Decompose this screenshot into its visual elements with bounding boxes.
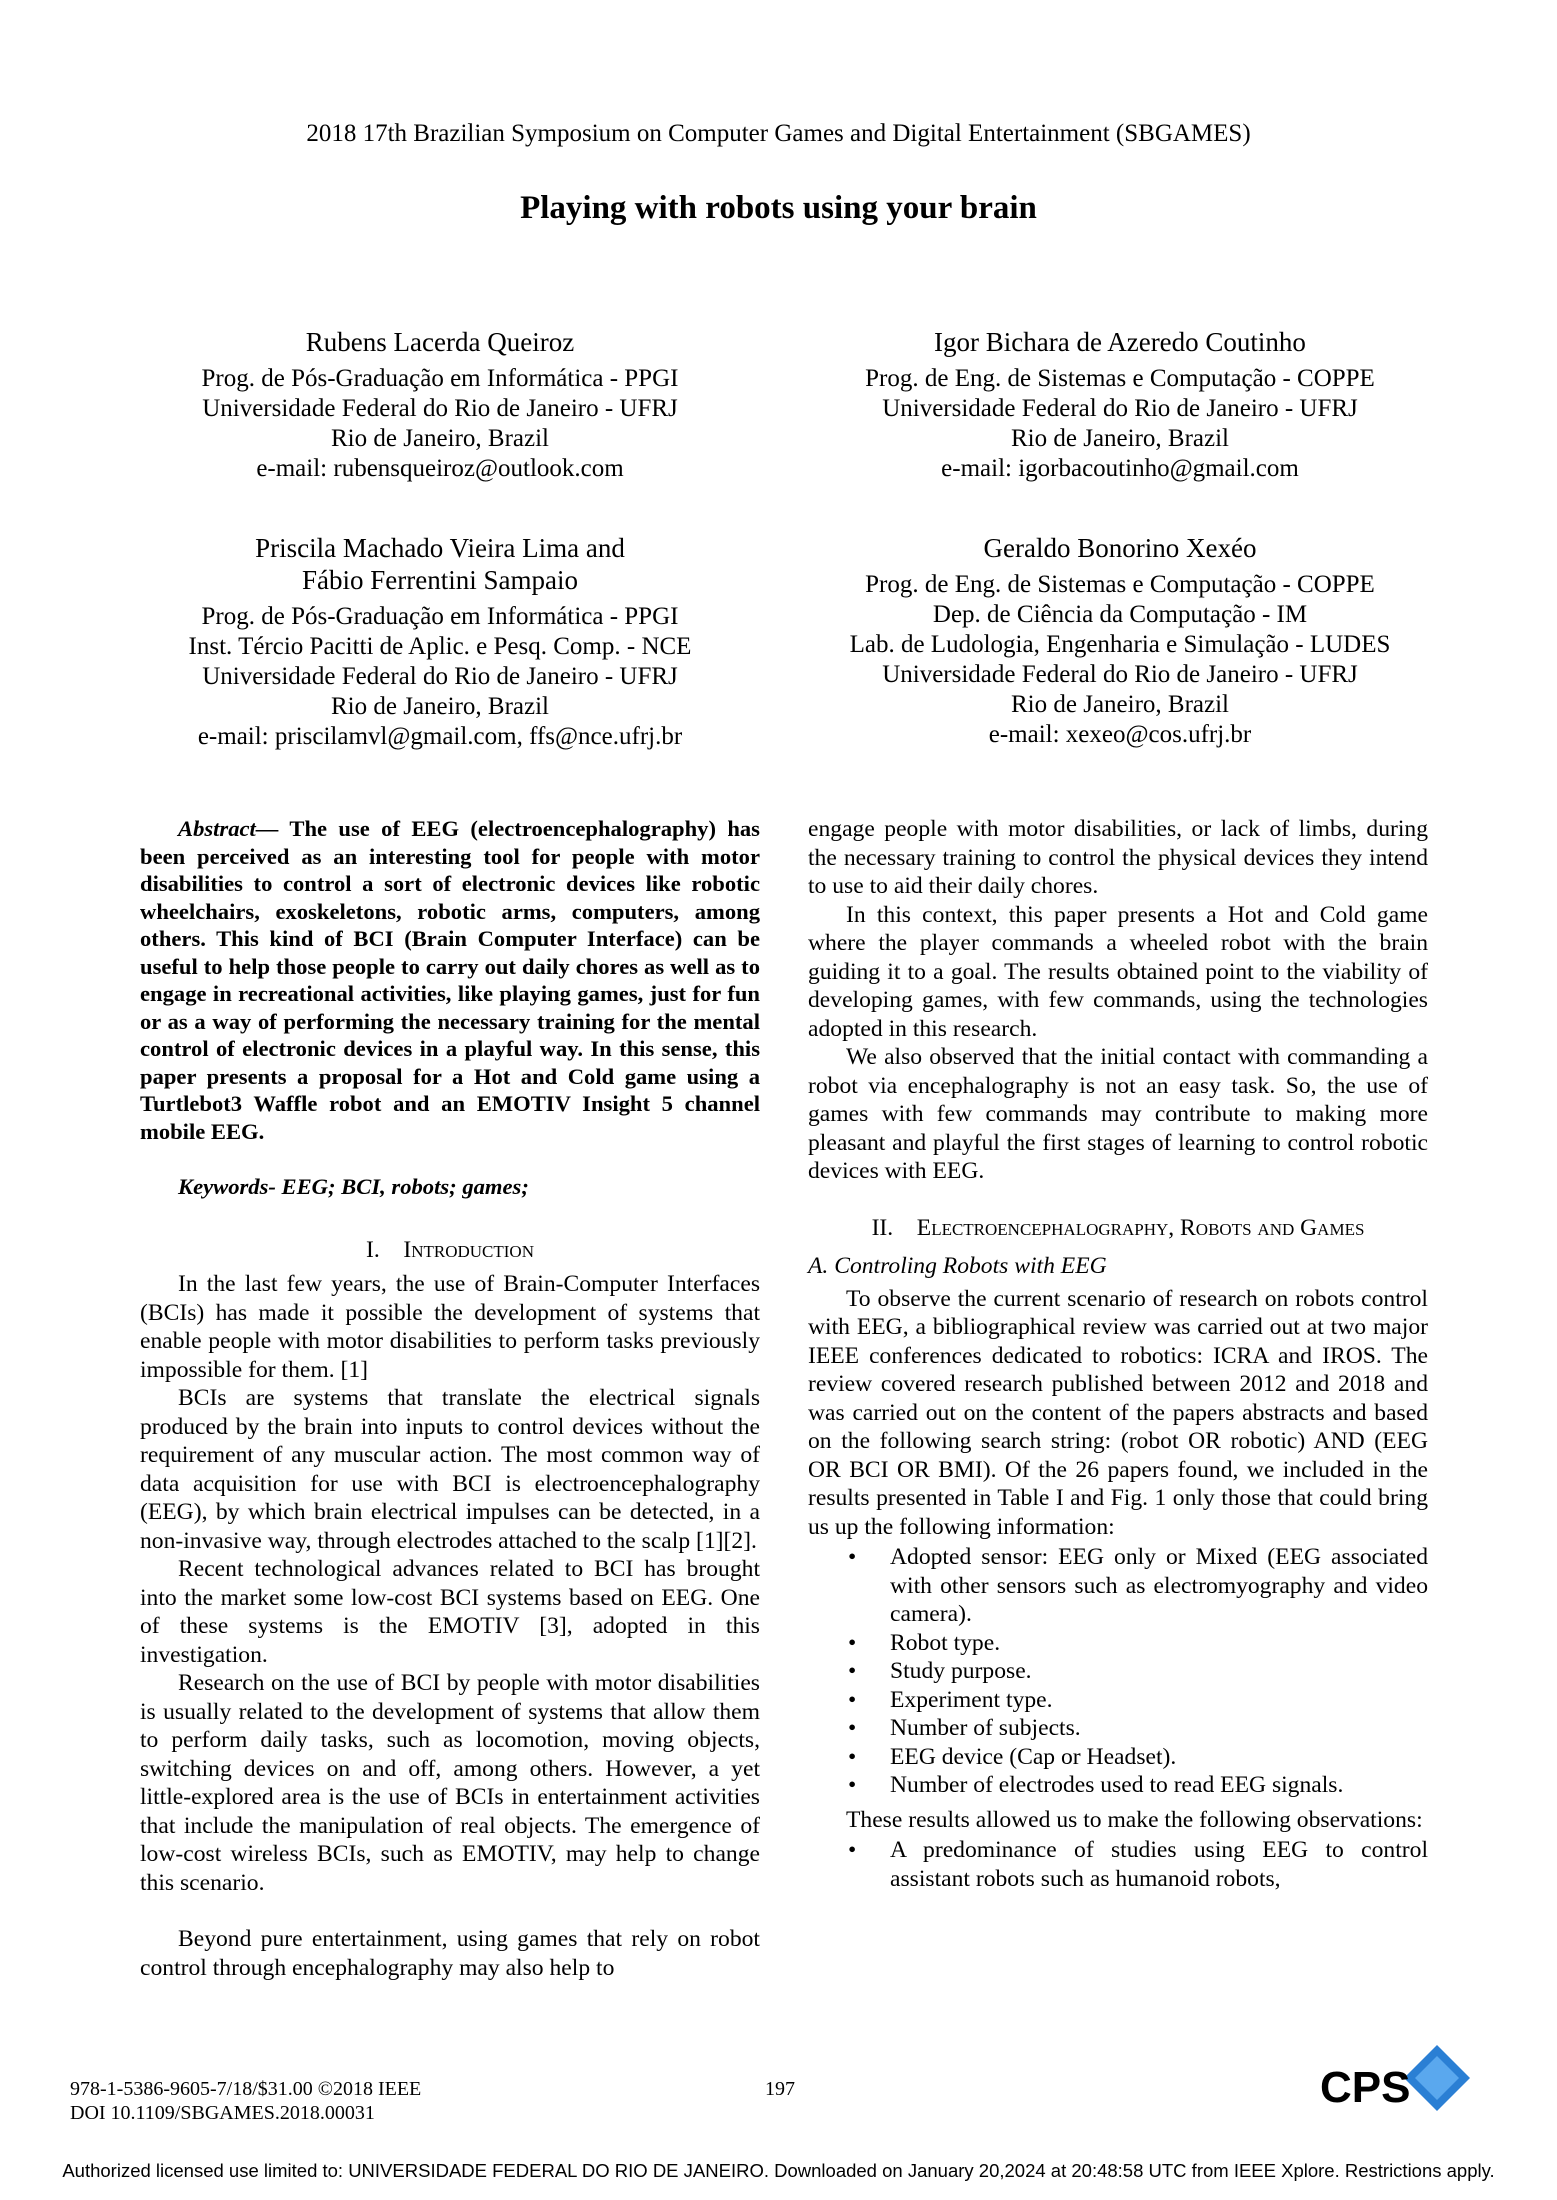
list-item: • Experiment type. — [808, 1686, 1428, 1715]
paragraph: Recent technological advances related to BCI has brought into the market some low-cost BCI systems based on EEG. One of these systems is the EMOTIV [3], adopted in this investigation. — [140, 1556, 760, 1668]
author-affiliation: Lab. de Ludologia, Engenharia e Simulação - LUDES — [849, 631, 1391, 658]
author-email: e-mail: priscilamvl@gmail.com, ffs@nce.ufrj.br — [197, 723, 683, 750]
author-affiliation: Universidade Federal do Rio de Janeiro - UFRJ — [882, 661, 1358, 688]
paragraph: In the last few years, the use of Brain-Computer Interfaces (BCIs) has made it possible the development of systems that enable people with motor disabilities to perform tasks previously impossible for them. [1] — [140, 1271, 760, 1383]
paper-title: Playing with robots using your brain — [520, 190, 1037, 226]
abstract-body: The use of EEG (electroencephalography) has been perceived as an interesting tool for people with motor disabilities to control a sort of electronic devices like robotic wheelchairs, exoskeletons, robotic arms, computers, among others. This kind of BCI (Brain Computer Interface) can be useful to help those people to carry out daily chores as well as to engage in recreational activities, like playing games, just for fun or as a way of performing the necessary training for the mental control of electronic devices in a playful way. In this sense, this paper presents a proposal for a Hot and Cold game using a Turtlebot3 Waffle robot and an EMOTIV Insight 5 channel mobile EEG. — [140, 816, 760, 1144]
author-location: Rio de Janeiro, Brazil — [331, 693, 549, 720]
author-affiliation: Universidade Federal do Rio de Janeiro - UFRJ — [202, 663, 678, 690]
left-column — [140, 815, 760, 1982]
list-item: • Robot type. — [808, 1629, 1428, 1658]
paragraph: Beyond pure entertainment, using games that rely on robot control through encephalography may also help to — [140, 1926, 760, 1981]
author-location: Rio de Janeiro, Brazil — [1011, 425, 1229, 452]
list-item: • EEG device (Cap or Headset). — [808, 1743, 1428, 1772]
section-title: Electroencephalography, Robots and Games — [916, 1214, 1365, 1241]
list-item: • Number of electrodes used to read EEG signals. — [808, 1771, 1428, 1800]
author-affiliation: Prog. de Pós-Graduação em Informática - PPGI — [201, 603, 679, 630]
author-block-4 — [800, 532, 1440, 750]
abstract-lead: Abstract— — [178, 816, 279, 841]
paragraph: In this context, this paper presents a Hot and Cold game where the player commands a wheeled robot with the brain guiding it to a goal. The results obtained point to the viability of developing games, with few commands, using the technologies adopted in this research. — [808, 901, 1428, 1042]
author-block-1 — [120, 326, 760, 484]
section-title: Introduction — [403, 1236, 534, 1263]
page-number: 197 — [765, 2078, 795, 2100]
author-location: Rio de Janeiro, Brazil — [1011, 691, 1229, 718]
list-item: • Number of subjects. — [808, 1714, 1428, 1743]
author-affiliation: Prog. de Eng. de Sistemas e Computação - COPPE — [865, 365, 1375, 392]
paragraph: engage people with motor disabilities, or lack of limbs, during the necessary training to control the physical devices they intend to use to aid their daily chores. — [808, 816, 1428, 899]
authorized-use-notice: Authorized licensed use limited to: UNIVERSIDADE FEDERAL DO RIO DE JANEIRO. Downloaded on January 20,2024 at 20:48:58 UTC from IEEE Xplore. Restrictions apply. — [62, 2160, 1495, 2181]
author-name: Igor Bichara de Azeredo Coutinho — [934, 327, 1306, 357]
author-name: Rubens Lacerda Queiroz — [305, 327, 575, 357]
cps-logo-graphic — [1312, 2040, 1472, 2130]
doi: DOI 10.1109/SBGAMES.2018.00031 — [70, 2102, 375, 2124]
subsection-heading: A. Controling Robots with EEG — [808, 1253, 1107, 1279]
author-affiliation: Universidade Federal do Rio de Janeiro - UFRJ — [882, 395, 1358, 422]
isbn: 978-1-5386-9605-7/18/$31.00 ©2018 IEEE — [70, 2078, 422, 2100]
author-location: Rio de Janeiro, Brazil — [331, 425, 549, 452]
section-number: I. — [366, 1236, 380, 1263]
author-block-2 — [800, 326, 1440, 484]
paragraph: We also observed that the initial contact with commanding a robot via encephalography is not an easy task. So, the use of games with few commands may contribute to making more pleasant and playful the first stages of learning to control robotic devices with EEG. — [808, 1044, 1428, 1184]
author-email: e-mail: xexeo@cos.ufrj.br — [988, 721, 1252, 748]
section-number: II. — [871, 1214, 894, 1241]
author-affiliation: Dep. de Ciência da Computação - IM — [932, 601, 1308, 628]
author-affiliation: Prog. de Pós-Graduação em Informática - PPGI — [201, 365, 679, 392]
author-email: e-mail: rubensqueiroz@outlook.com — [256, 455, 624, 482]
footer-publication-info — [70, 2077, 421, 2125]
list-item: • A predominance of studies using EEG to control assistant robots such as humanoid robots, — [808, 1836, 1428, 1893]
author-name: Priscila Machado Vieira Lima and — [255, 533, 625, 563]
author-name: Geraldo Bonorino Xexéo — [983, 533, 1257, 563]
conference-header: 2018 17th Brazilian Symposium on Computer Games and Digital Entertainment (SBGAMES) — [306, 120, 1251, 147]
paragraph: BCIs are systems that translate the electrical signals produced by the brain into inputs to control devices without the requirement of any muscular action. The most common way of data acquisition for use with BCI is electroencephalography (EEG), by which brain electrical impulses can be detected, in a non-invasive way, through electrodes attached to the scalp [1][2]. — [140, 1385, 760, 1554]
author-affiliation: Prog. de Eng. de Sistemas e Computação - COPPE — [865, 571, 1375, 598]
author-block-3 — [120, 532, 760, 752]
author-affiliation: Inst. Tércio Pacitti de Aplic. e Pesq. Comp. - NCE — [188, 633, 692, 660]
right-column — [808, 815, 1428, 1899]
paragraph: To observe the current scenario of research on robots control with EEG, a bibliographical review was carried out at two major IEEE conferences dedicated to robotics: ICRA and IROS. The review covered research published between 2012 and 2018 and was carried out on the content of the papers abstracts and based on the following search string: (robot OR robotic) AND (EEG OR BCI OR BMI). Of the 26 papers found, we included in the results presented in Table I and Fig. 1 only those that could bring us up the following information: — [808, 1285, 1428, 1540]
abstract — [140, 815, 760, 1145]
author-name: Fábio Ferrentini Sampaio — [302, 565, 578, 595]
author-affiliation: Universidade Federal do Rio de Janeiro - UFRJ — [202, 395, 678, 422]
paragraph: These results allowed us to make the following observations: — [846, 1806, 1423, 1833]
paragraph: Research on the use of BCI by people with motor disabilities is usually related to the development of systems that allow them to perform daily tasks, such as locomotion, moving objects, switching devices on and off, among others. However, a yet little-explored area is the use of BCIs in entertainment activities that include the manipulation of real objects. The emergence of low-cost wireless BCIs, such as EMOTIV, may help to change this scenario. — [140, 1670, 760, 1896]
author-email: e-mail: igorbacoutinho@gmail.com — [941, 455, 1299, 482]
cps-logo — [1312, 2040, 1472, 2130]
list-item: • Adopted sensor: EEG only or Mixed (EEG associated with other sensors such as electromyography and video camera). — [808, 1543, 1428, 1629]
section-heading-introduction — [140, 1236, 760, 1265]
keywords: Keywords- EEG; BCI, robots; games; — [178, 1174, 529, 1199]
bullet-list — [808, 1836, 1428, 1893]
list-item: • Study purpose. — [808, 1657, 1428, 1686]
cps-logo-text: CPS — [1320, 2063, 1411, 2112]
bullet-list — [808, 1543, 1428, 1800]
section-heading-eeg-robots-games — [808, 1214, 1428, 1243]
